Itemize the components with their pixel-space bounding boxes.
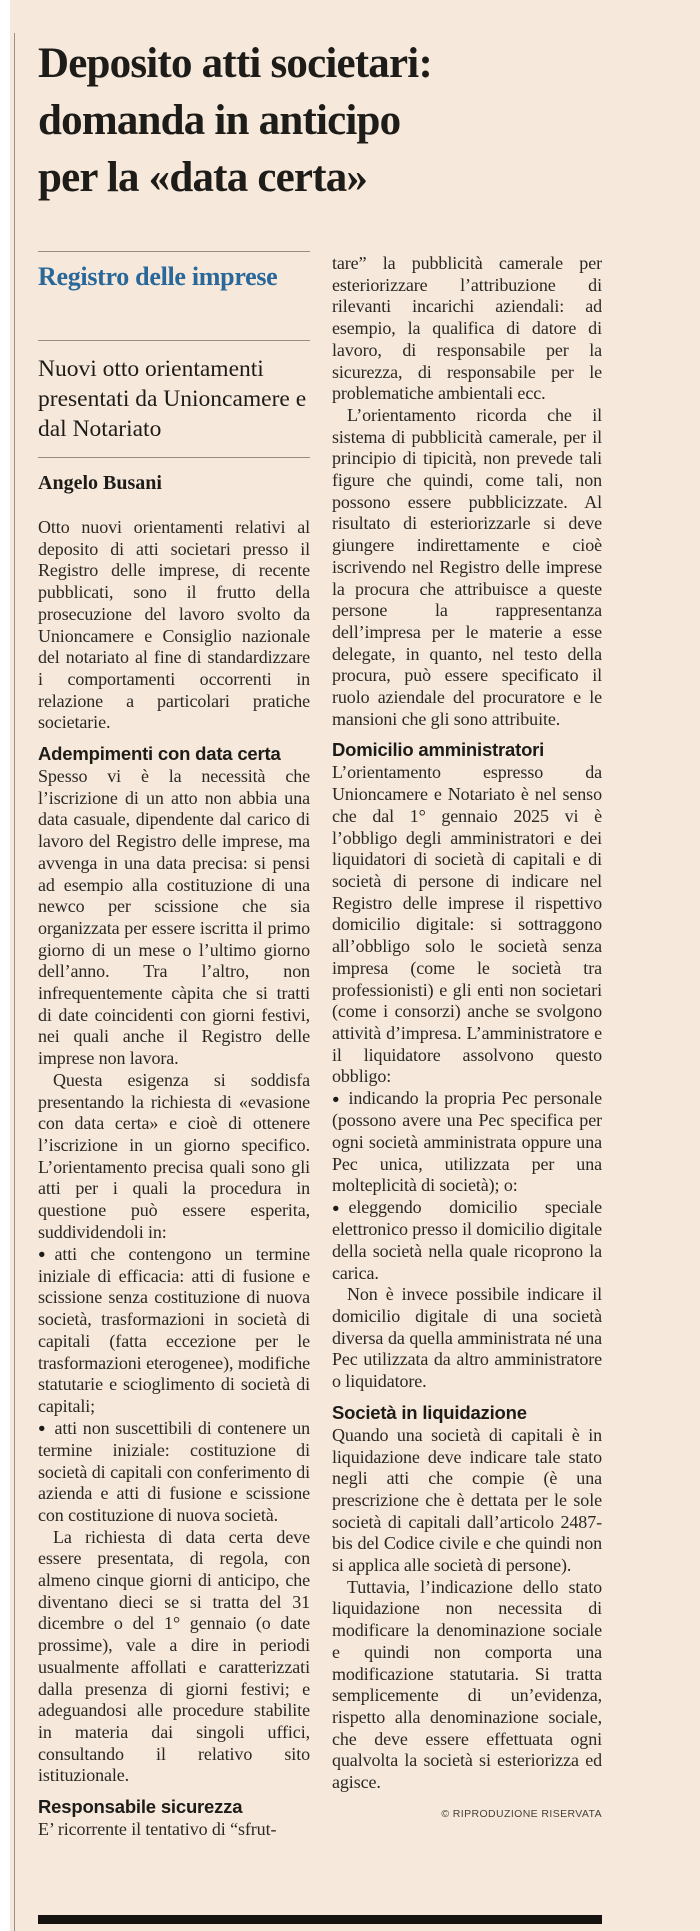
headline-line-2: domanda in anticipo <box>38 97 401 144</box>
bullet-text: indicando la propria Pec personale (possono avere una Pec specifica per ogni società amministrata oppure una Pec unica, utilizzata per una molteplicità di società); o: <box>332 1088 602 1196</box>
section-kicker: Registro delle imprese <box>38 262 278 291</box>
copyright-notice: © RIPRODUZIONE RISERVATA <box>441 1807 602 1820</box>
subhead-adempimenti: Adempimenti con data certa <box>38 743 281 765</box>
article-headline <box>38 35 602 206</box>
bullet-icon: ● <box>38 1421 46 1436</box>
bullet-icon: ● <box>332 1091 340 1106</box>
paragraph: La richiesta di data certa deve essere presentata, di regola, con almeno cinque giorni di anticipo, che diventano dieci se si tratta del 31 dicembre o del 1° gennaio (o date prossime), vale a dire in periodi usualmente affollati e caratterizzati dalla presenza di giorni festivi; e adeguandosi alle procedure stabilite in materia dai singoli uffici, consultando il relativo sito istituzionale. <box>38 1526 310 1786</box>
bullet-text: eleggendo domicilio speciale elettronico presso il domicilio digitale della società nella quale ricoprono la carica. <box>332 1197 602 1283</box>
paragraph: Quando una società di capitali è in liquidazione deve indicare tale stato negli atti che compie (è una prescrizione che è dettata per le sole società di capitali dall’articolo 2487-bis del Codice civile e che quindi non si applica alle società di persone). <box>332 1424 602 1576</box>
bullet-item <box>332 1197 602 1284</box>
paragraph: Questa esigenza si soddisfa presentando la richiesta di «evasione con data certa» e cioè di ottenere l’iscrizione in un giorno specifico. L’orientamento precisa quali sono gli atti per i quali la procedura in questione può essere esperita, suddividendoli in: <box>38 1069 310 1242</box>
article-content <box>38 35 602 1924</box>
kicker-bottom-rule <box>38 340 310 341</box>
subhead-liquidazione: Società in liquidazione <box>332 1401 527 1423</box>
bullet-text: atti che contengono un termine iniziale di efficacia: atti di fusione e scissione senza costituzione di nuova società, trasformazioni in società di capitali (fatta eccezione per le trasformazioni eterogenee), modifiche statutarie e scioglimento di società di capitali; <box>38 1243 310 1416</box>
bullet-icon: ● <box>332 1200 340 1215</box>
bullet-item <box>38 1418 310 1527</box>
byline-top-rule <box>38 457 310 458</box>
bullet-item <box>38 1244 310 1418</box>
author-byline: Angelo Busani <box>38 472 162 494</box>
paragraph: Tuttavia, l’indicazione dello stato liquidazione non necessita di modificare la denominazione sociale e quindi non comporta una modificazione statutaria. Si tratta semplicemente di un’evidenza, rispetto alla denominazione sociale, che deve essere effettuata ogni qualvolta la società si esteriorizza ed agisce. <box>332 1576 602 1793</box>
bullet-text: atti non suscettibili di contenere un termine iniziale: costituzione di società di capitali con conferimento di azienda e atti di fusione e scissione con costituzione di nuova società. <box>38 1417 310 1525</box>
paragraph: L’orientamento espresso da Unioncamere e Notariato è nel senso che dal 1° gennaio 2025 vi è l’obbligo degli amministratori e dei liquidatori di società di capitali e di società di persone di indicare nel Registro delle imprese il rispettivo domicilio digitale: si sottraggono all’obbligo solo le società senza impresa (come le società tra professionisti) e gli enti non societari (come i consorzi) anche se svolgono attività d’impresa. L’amministratore e il liquidatore assolvono questo obbligo: <box>332 762 602 1087</box>
subhead-domicilio: Domicilio amministratori <box>332 739 545 761</box>
bullet-item <box>332 1088 602 1197</box>
paragraph: L’orientamento ricorda che il sistema di pubblicità camerale, per il principio di tipicità, non prevede tali figure che quindi, come tali, non possono essere pubblicizzate. Al risultato di esteriorizzarle si deve giungere indirettamente e cioè iscrivendo nel Registro delle imprese la procura che attribuisce a queste persone la rappresentanza dell’impresa per le materie a esse delegate, in quanto, nel testo della procura, può essere specificato il ruolo aziendale del procuratore e le mansioni che gli sono attribuite. <box>332 404 602 729</box>
headline-line-3: per la «data certa» <box>38 154 368 201</box>
article-columns <box>38 251 602 1911</box>
column-divider-line <box>14 33 15 1931</box>
paragraph: Spesso vi è la necessità che l’iscrizione di un atto non abbia una data casuale, dipendente dal carico di lavoro del Registro delle imprese, ma avvenga in una data precisa: si pensi ad esempio alla costituzione di una newco per scissione che sia organizzata per essere iscritta il primo giorno di un mese o l’ultimo giorno dell’anno. Tra l’altro, non infrequentemente càpita che si tratti di date coincidenti con giorni festivi, nei quali anche il Registro delle imprese non lavora. <box>38 766 310 1069</box>
subhead-responsabile: Responsabile sicurezza <box>38 1796 243 1818</box>
left-column-body <box>38 517 310 1841</box>
paragraph: Non è invece possibile indicare il domicilio digitale di una società diversa da quella amministrata né una Pec utilizzata da altro amministratore o liquidatore. <box>332 1284 602 1392</box>
article-end-bar <box>38 1915 602 1924</box>
paragraph-intro: Otto nuovi orientamenti relativi al deposito di atti societari presso il Registro delle imprese, di recente pubblicati, sono il frutto della prosecuzione del lavoro svolto da Unioncamere e Consiglio nazionale del notariato al fine di standardizzare i comportamenti occorrenti in relazione a particolari pratiche societarie. <box>38 517 310 733</box>
right-column <box>332 251 602 1911</box>
headline-line-1: Deposito atti societari: <box>38 40 432 87</box>
page-left-margin <box>0 0 10 1931</box>
bullet-icon: ● <box>38 1247 46 1261</box>
article-deck: Nuovi otto orientamenti presentati da Unioncamere e dal Notariato <box>38 356 307 442</box>
right-column-body <box>332 253 602 1820</box>
paragraph: E’ ricorrente il tentativo di “sfrut- <box>38 1819 277 1840</box>
left-column <box>38 251 310 1911</box>
paragraph: tare” la pubblicità camerale per esteriorizzare l’attribuzione di rilevanti incarichi aziendali: ad esempio, la qualifica di datore di lavoro, di responsabile per la sicurezza, di responsabile per le problematiche ambientali ecc. <box>332 253 602 404</box>
